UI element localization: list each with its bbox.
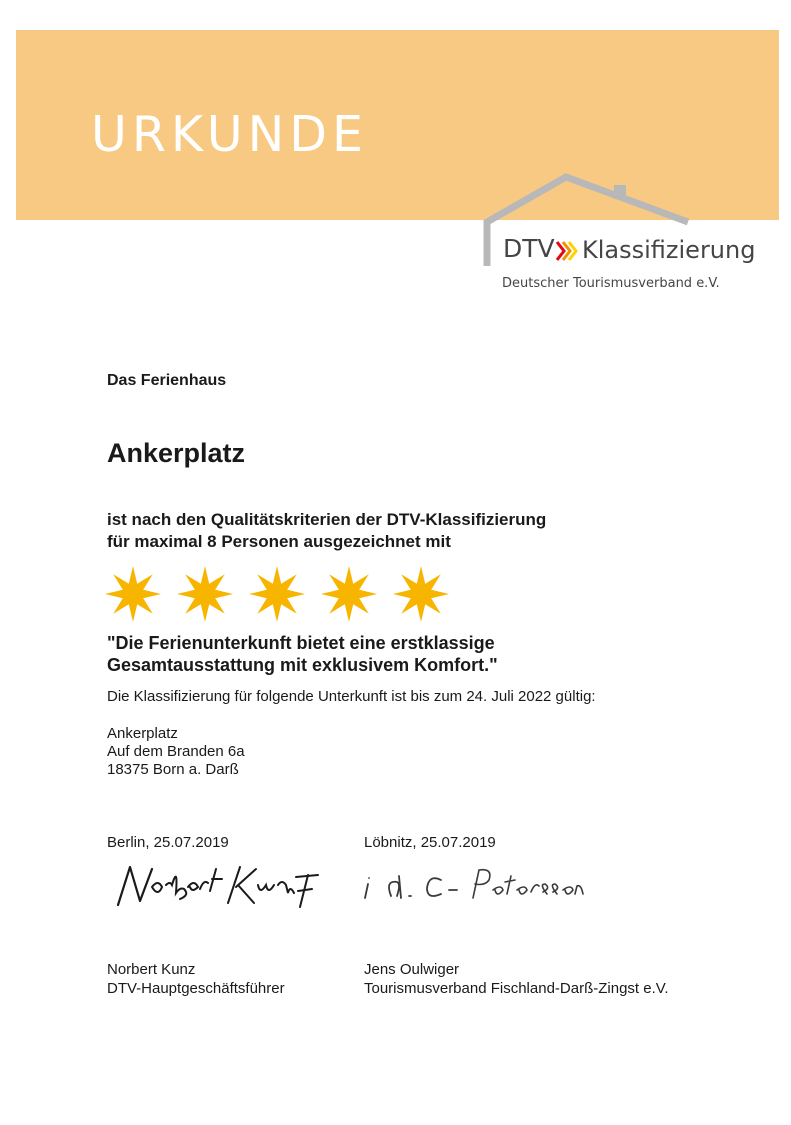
signature-2 [355,858,585,908]
criteria-line-1: ist nach den Qualitätskriterien der DTV-Klassifizierung [107,510,547,529]
logo-chevrons-icon [555,238,579,264]
star-rating [104,563,454,625]
address-block [107,725,245,779]
signatory-1-title: DTV-Hauptgeschäftsführer [107,980,285,997]
logo-brand: DTV [503,234,555,263]
signatory-1-name: Norbert Kunz [107,961,196,978]
logo-product: Klassifizierung [582,236,756,264]
signature-1 [100,855,340,915]
property-name: Ankerplatz [107,438,246,468]
star-icon [321,566,377,622]
quote-line-2: Gesamtausstattung mit exklusivem Komfort." [107,655,498,675]
signatory-2-name: Jens Oulwiger [364,961,460,978]
criteria-text [107,509,546,553]
validity-text: Die Klassifizierung für folgende Unterkunft ist bis zum 24. Juli 2022 gültig: [107,688,596,705]
place-date-2: Löbnitz, 25.07.2019 [364,834,496,851]
address-street: Auf dem Branden 6a [107,743,245,760]
intro-text: Das Ferienhaus [107,372,227,389]
quote-line-1: "Die Ferienunterkunft bietet eine erstklassige [107,633,495,653]
logo-organization: Deutscher Tourismusverband e.V. [502,276,720,291]
criteria-line-2: für maximal 8 Personen ausgezeichnet mit [107,532,451,551]
quote-text [107,632,498,676]
signatory-1 [107,960,285,998]
place-date-1: Berlin, 25.07.2019 [107,834,229,851]
signatory-2-title: Tourismusverband Fischland-Darß-Zingst e.V. [364,980,669,997]
star-icon [249,566,305,622]
signatory-2 [364,960,669,998]
certificate-title: URKUNDE [91,106,368,163]
star-icon [105,566,161,622]
address-name: Ankerplatz [107,725,178,742]
star-icon [393,566,449,622]
star-icon [177,566,233,622]
address-city: 18375 Born a. Darß [107,761,239,778]
